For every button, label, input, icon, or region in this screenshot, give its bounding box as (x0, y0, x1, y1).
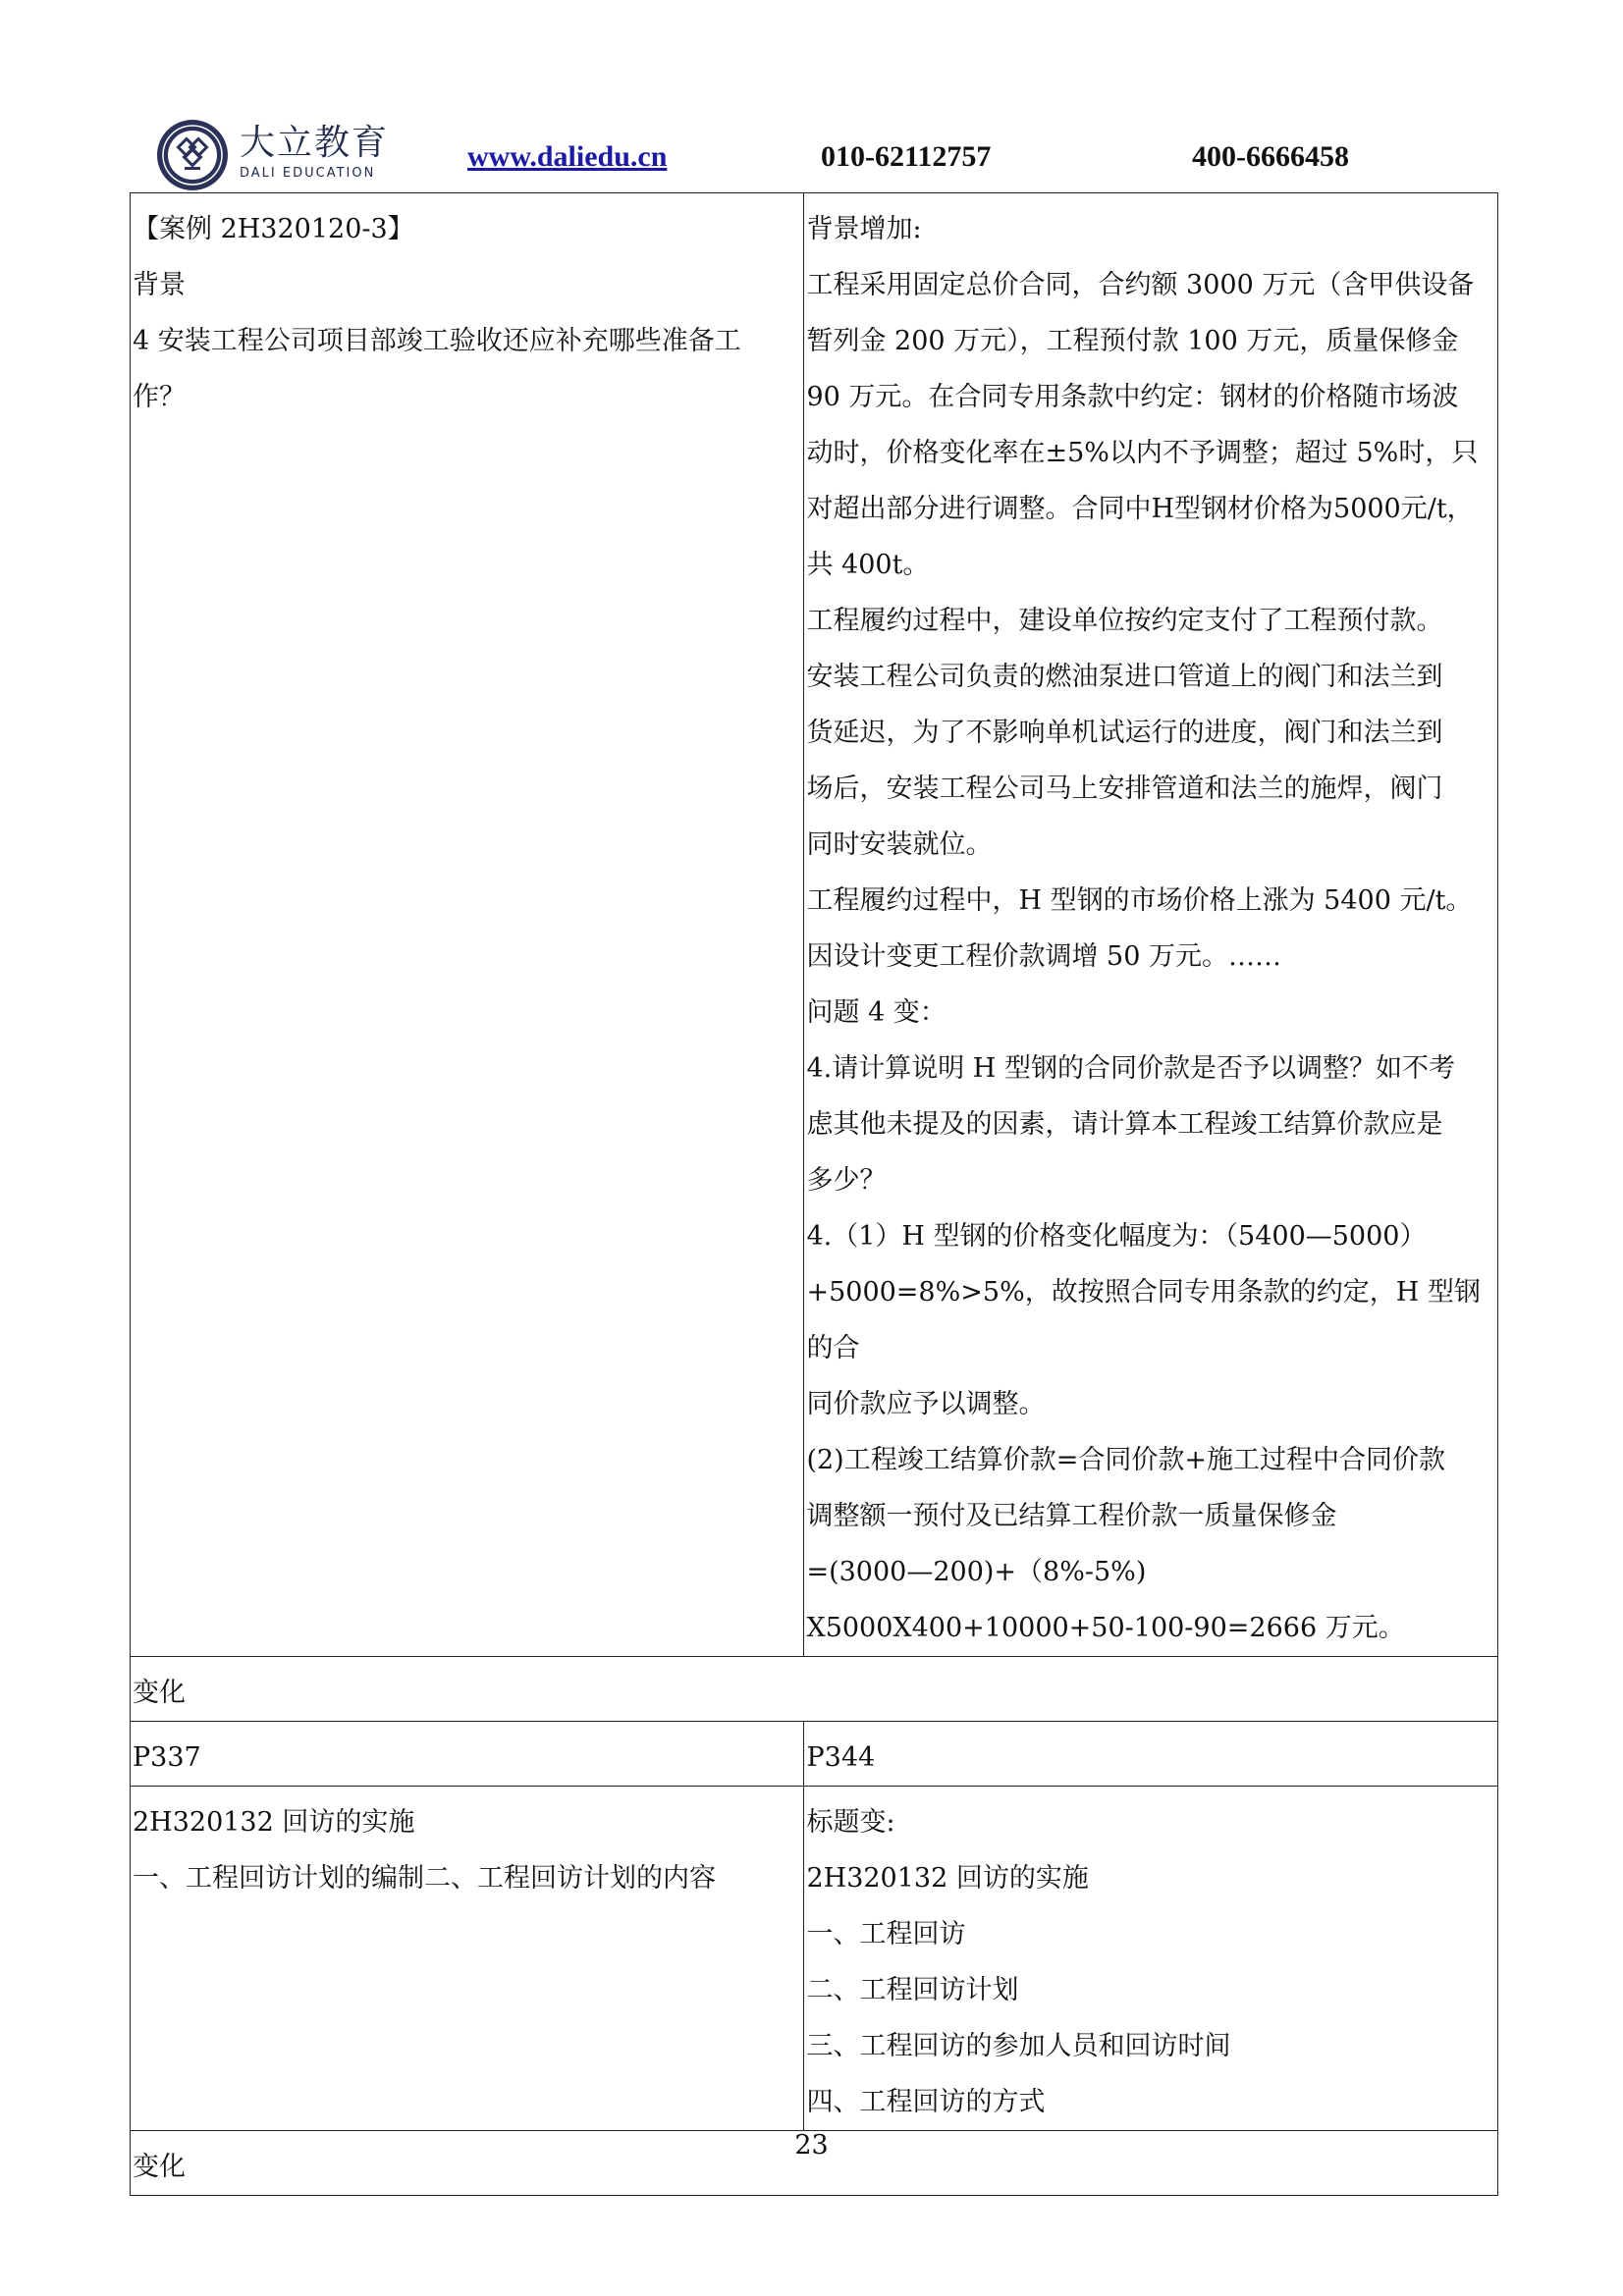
text-line: 同价款应予以调整。 (806, 1389, 1046, 1419)
right-cell (804, 193, 1498, 1657)
text-line: 作？ (133, 382, 186, 412)
text-line: 【案例 2H320120-3】 (133, 214, 414, 244)
text-line: +5000=8%>5%，故按照合同专用条款的约定，H 型钢的合 (806, 1277, 1481, 1363)
dali-logo-icon (155, 118, 230, 192)
text-line: (2)工程竣工结算价款=合同价款+施工过程中合同价款 (806, 1445, 1445, 1475)
text-line: 二、工程回访计划 (806, 1975, 1019, 2005)
text-line: 同时安装就位。 (806, 829, 993, 860)
text-line: 背景增加: (806, 214, 922, 244)
phone-number-2: 400-6666458 (1192, 140, 1349, 173)
text-line: 对超出部分进行调整。合同中H型钢材价格为5000元/t， (806, 494, 1474, 524)
table-row (131, 193, 1498, 1657)
text-line: 调整额一预付及已结算工程价款一质量保修金 (806, 1501, 1337, 1531)
website-link[interactable]: www.daliedu.cn (467, 140, 668, 173)
brand-block (240, 124, 389, 183)
text-line: 4.（1）H 型钢的价格变化幅度为：（5400—5000） (806, 1221, 1427, 1252)
text-line: 工程履约过程中，建设单位按约定支付了工程预付款。 (806, 606, 1443, 636)
text-line: 工程采用固定总价合同，合约额 3000 万元（含甲供设备 (806, 270, 1475, 300)
comparison-table (130, 192, 1498, 2196)
text-line: X5000X400+10000+50-100-90=2666 万元。 (806, 1613, 1405, 1643)
text-line: 一、工程回访 (806, 1919, 966, 1949)
text-line: 4 安装工程公司项目部竣工验收还应补充哪些准备工 (133, 326, 741, 356)
page-ref: P337 (133, 1742, 201, 1773)
brand-name-en: DALI EDUCATION (240, 166, 376, 181)
text-line: 场后，安装工程公司马上安排管道和法兰的施焊，阀门 (806, 774, 1443, 804)
text-line: 2H320132 回访的实施 (806, 1863, 1089, 1894)
text-line: 货延迟，为了不影响单机试运行的进度，阀门和法兰到 (806, 718, 1443, 748)
table-row (131, 1657, 1498, 1722)
text-line: 4.请计算说明 H 型钢的合同价款是否予以调整？如不考 (806, 1053, 1455, 1084)
right-cell (804, 1722, 1498, 1787)
section-cell: 变化 (131, 1657, 1498, 1722)
text-line: =(3000—200)+（8%-5%) (806, 1557, 1147, 1587)
text-line: 暂列金 200 万元），工程预付款 100 万元，质量保修金 (806, 326, 1459, 356)
text-line: 多少？ (806, 1165, 887, 1196)
text-line: 一、工程回访计划的编制二、工程回访计划的内容 (133, 1863, 716, 1894)
page-ref: P344 (806, 1742, 876, 1773)
text-line: 虑其他未提及的因素，请计算本工程竣工结算价款应是 (806, 1109, 1443, 1140)
text-line: 共 400t。 (806, 550, 930, 580)
text-line: 动时，价格变化率在±5%以内不予调整；超过 5%时，只 (806, 438, 1479, 468)
text-line: 因设计变更工程价款调增 50 万元。…… (806, 941, 1281, 972)
right-cell (804, 1787, 1498, 2131)
page-header (130, 110, 1496, 196)
phone-number-1: 010-62112757 (821, 140, 992, 173)
text-line: 四、工程回访的方式 (806, 2087, 1046, 2117)
text-line: 2H320132 回访的实施 (133, 1807, 415, 1838)
page-number: 23 (794, 2130, 829, 2161)
left-cell (131, 1722, 804, 1787)
text-line: 三、工程回访的参加人员和回访时间 (806, 2031, 1231, 2061)
table-row (131, 1722, 1498, 1787)
text-line: 背景 (133, 270, 186, 300)
table-row (131, 1787, 1498, 2131)
text-line: 安装工程公司负责的燃油泵进口管道上的阀门和法兰到 (806, 662, 1443, 692)
section-cell: 变化 (131, 2131, 1498, 2196)
text-line: 标题变: (806, 1807, 895, 1838)
text-line: 问题 4 变： (806, 997, 947, 1028)
text-line: 90 万元。在合同专用条款中约定：钢材的价格随市场波 (806, 382, 1459, 412)
left-cell (131, 193, 804, 1657)
left-cell (131, 1787, 804, 2131)
brand-name-cn: 大立教育 (240, 123, 390, 163)
text-line: 工程履约过程中，H 型钢的市场价格上涨为 5400 元/t。 (806, 885, 1473, 916)
